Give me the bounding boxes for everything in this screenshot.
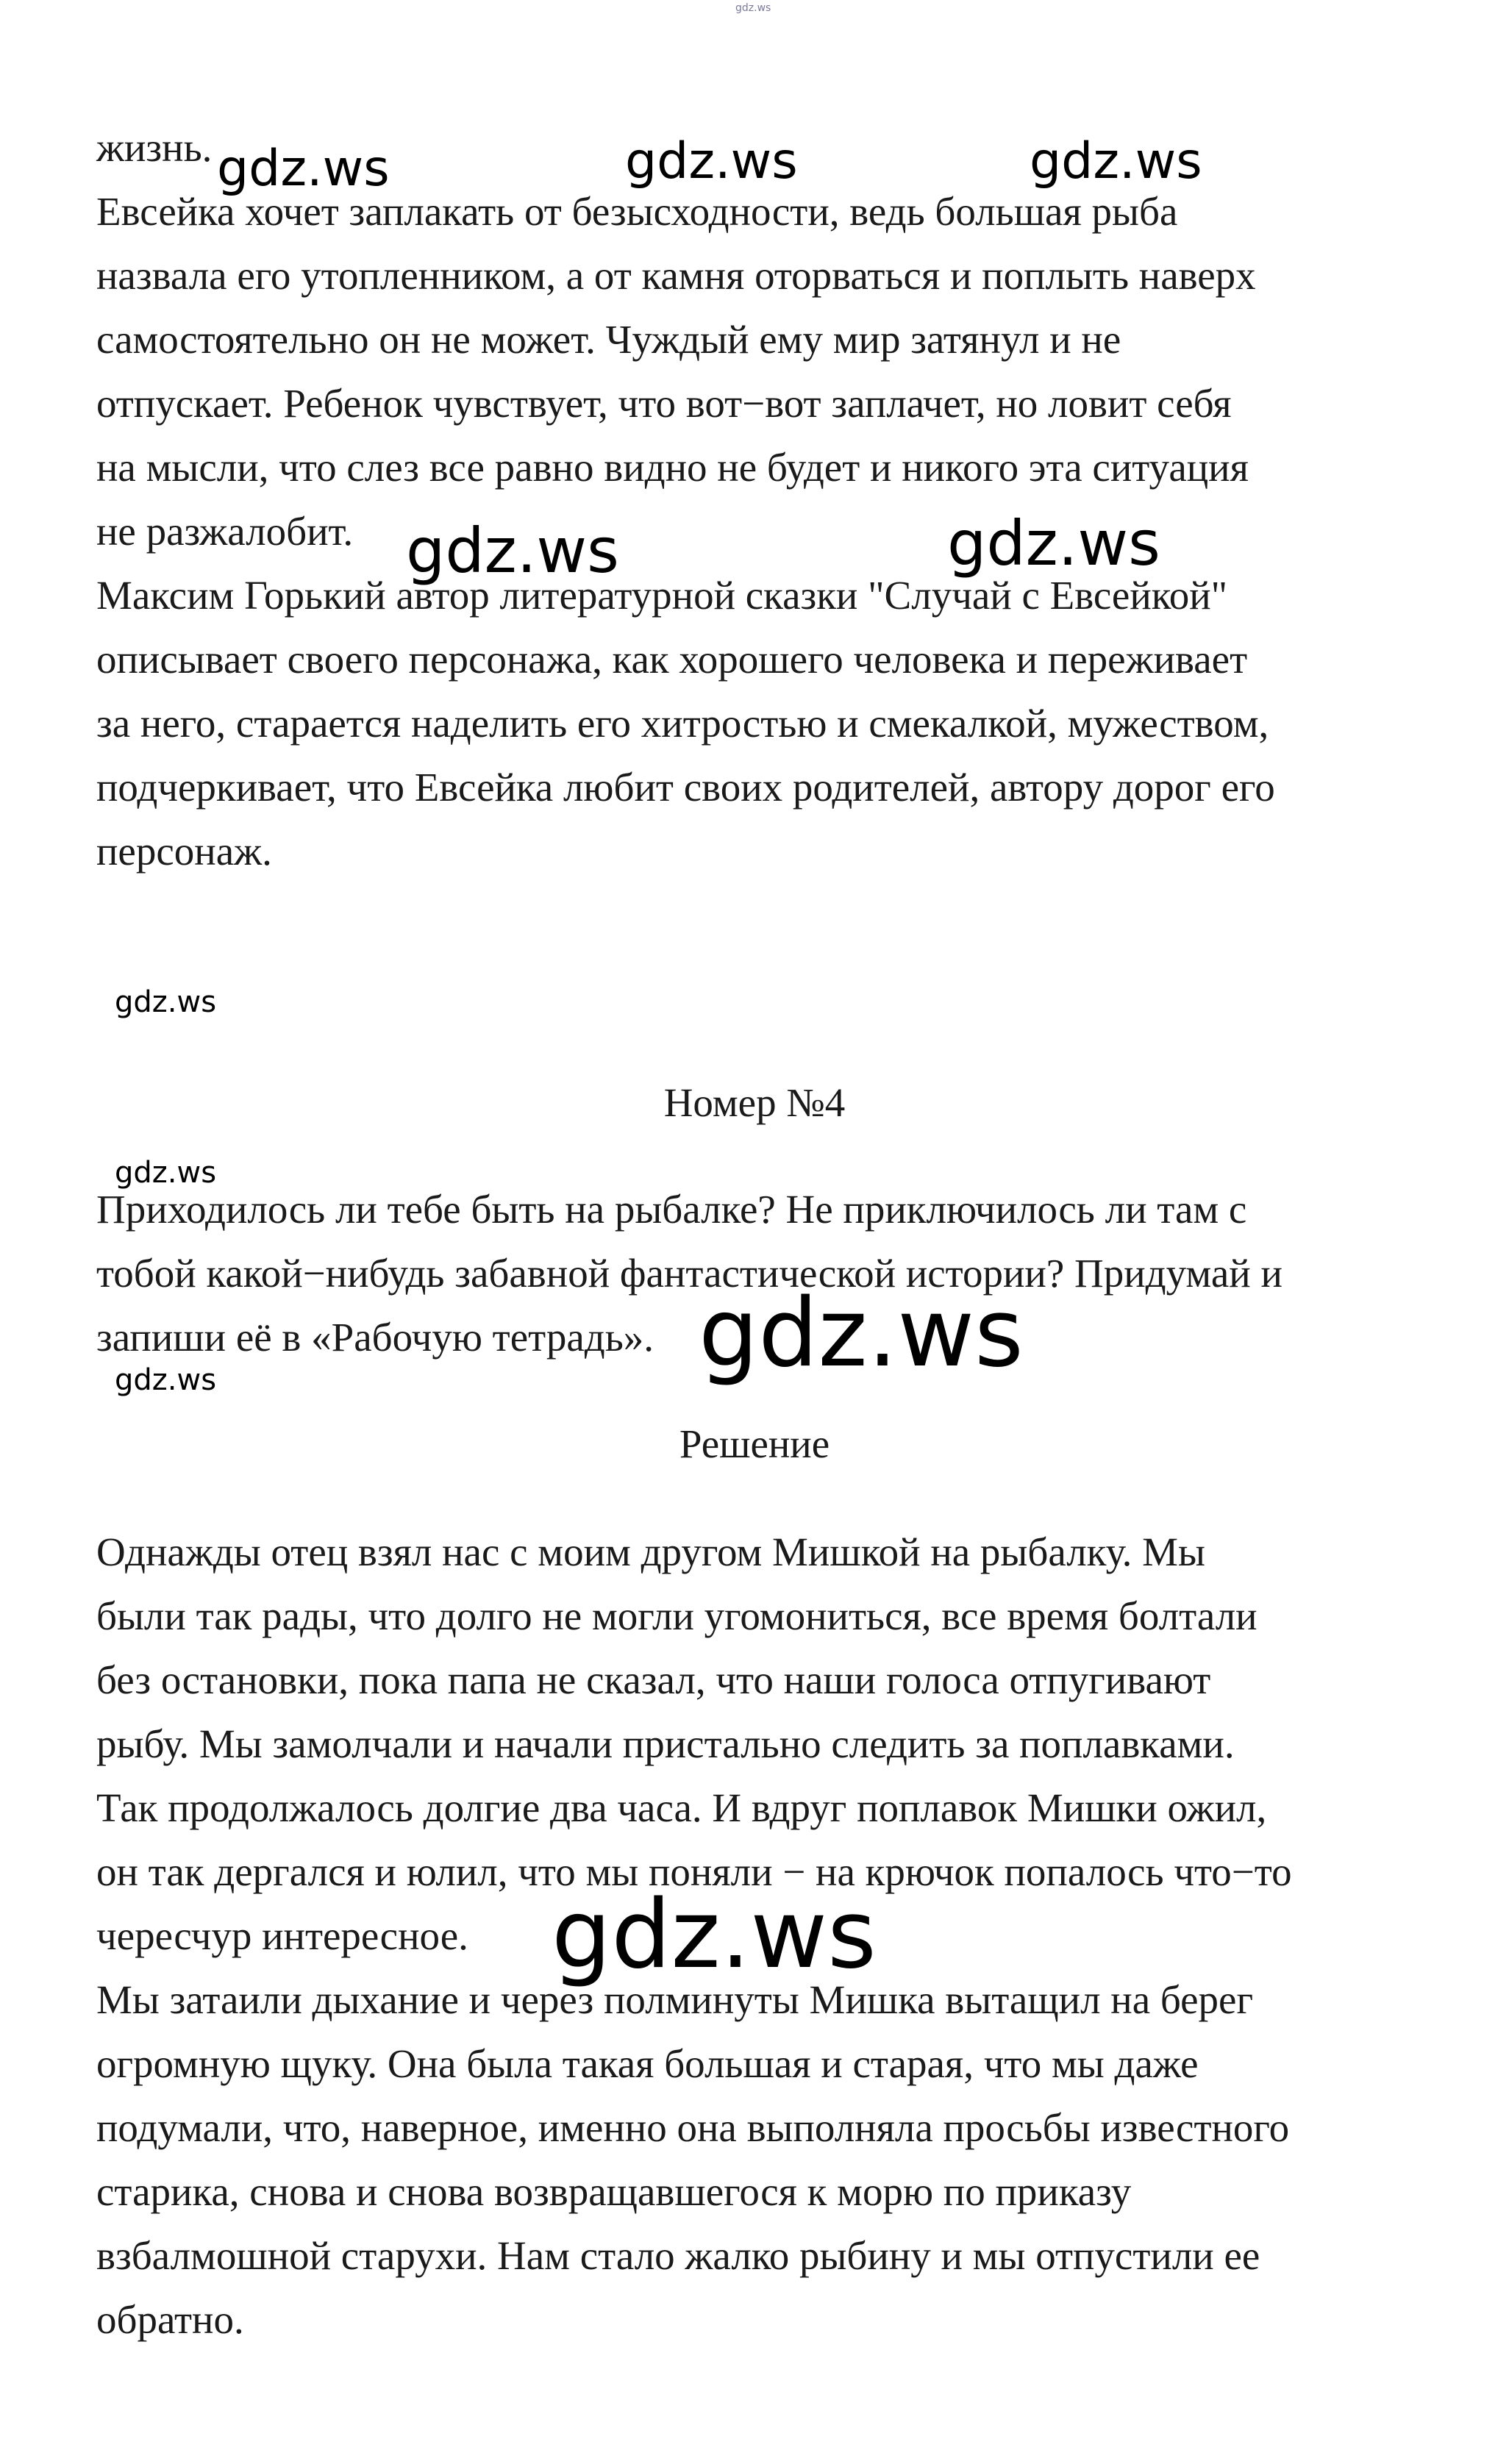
solution-text-line: обратно. (96, 2297, 244, 2342)
text-line: самостоятельно он не может. Чуждый ему мир затянул и не (96, 317, 1121, 362)
task-text-line: Приходилось ли тебе быть на рыбалке? Не приключилось ли там с (96, 1187, 1247, 1232)
watermark: gdz.ws (947, 507, 1160, 579)
watermark: gdz.ws (699, 1279, 1024, 1388)
watermark: gdz.ws (115, 1156, 217, 1190)
text-line: описывает своего персонажа, как хорошего человека и переживает (96, 637, 1248, 682)
task-text-line: запиши её в «Рабочую тетрадь». (96, 1315, 654, 1360)
text-line: отпускает. Ребенок чувствует, что вот−вот заплачет, но ловит себя (96, 381, 1232, 426)
solution-text-line: были так рады, что долго не могли угомониться, все время болтали (96, 1593, 1258, 1638)
text-line: не разжалобит. (96, 509, 354, 554)
watermark: gdz.ws (115, 1363, 217, 1397)
solution-text-line: Так продолжалось долгие два часа. И вдруг поплавок Мишки ожил, (96, 1785, 1267, 1830)
text-line: назвала его утопленником, а от камня оторваться и поплыть наверх (96, 253, 1256, 298)
solution-text-line: он так дергался и юлил, что мы поняли − на крючок попалось что−то (96, 1849, 1292, 1894)
task-text-line: тобой какой−нибудь забавной фантастической истории? Придумай и (96, 1251, 1283, 1296)
solution-text-line: Однажды отец взял нас с моим другом Мишкой на рыбалку. Мы (96, 1529, 1205, 1574)
task-heading: Номер №4 (663, 1080, 846, 1125)
solution-text-line: без остановки, пока папа не сказал, что наши голоса отпугивают (96, 1657, 1211, 1702)
watermark: gdz.ws (552, 1880, 877, 1990)
solution-heading: Решение (679, 1421, 830, 1466)
solution-text-line: огромную щуку. Она была такая большая и старая, что мы даже (96, 2041, 1199, 2086)
text-line: персонаж. (96, 829, 272, 874)
solution-text-line: старика, снова и снова возвращавшегося к морю по приказу (96, 2169, 1132, 2214)
solution-text-line: чересчур интересное. (96, 1913, 468, 1958)
text-line: за него, старается наделить его хитростью и смекалкой, мужеством, (96, 701, 1269, 746)
watermark: gdz.ws (217, 140, 390, 198)
solution-text-line: рыбу. Мы замолчали и начали пристально следить за поплавками. (96, 1721, 1235, 1766)
watermark: gdz.ws (735, 2, 771, 14)
watermark: gdz.ws (406, 515, 619, 587)
text-line: на мысли, что слез все равно видно не будет и никого эта ситуация (96, 445, 1249, 490)
text-line: Максим Горький автор литературной сказки "Случай с Евсейкой" (96, 573, 1228, 618)
watermark: gdz.ws (625, 132, 798, 190)
watermark: gdz.ws (115, 985, 217, 1019)
solution-text-line: подумали, что, наверное, именно она выполняла просьбы известного (96, 2105, 1290, 2150)
text-line: Евсейка хочет заплакать от безысходности, ведь большая рыба (96, 189, 1178, 234)
text-line: жизнь. (96, 125, 213, 170)
watermark: gdz.ws (1030, 132, 1202, 190)
text-line: подчеркивает, что Евсейка любит своих родителей, автору дорог его (96, 765, 1275, 810)
solution-text-line: Мы затаили дыхание и через полминуты Мишка вытащил на берег (96, 1977, 1254, 2022)
solution-text-line: взбалмошной старухи. Нам стало жалко рыбину и мы отпустили ее (96, 2233, 1260, 2278)
